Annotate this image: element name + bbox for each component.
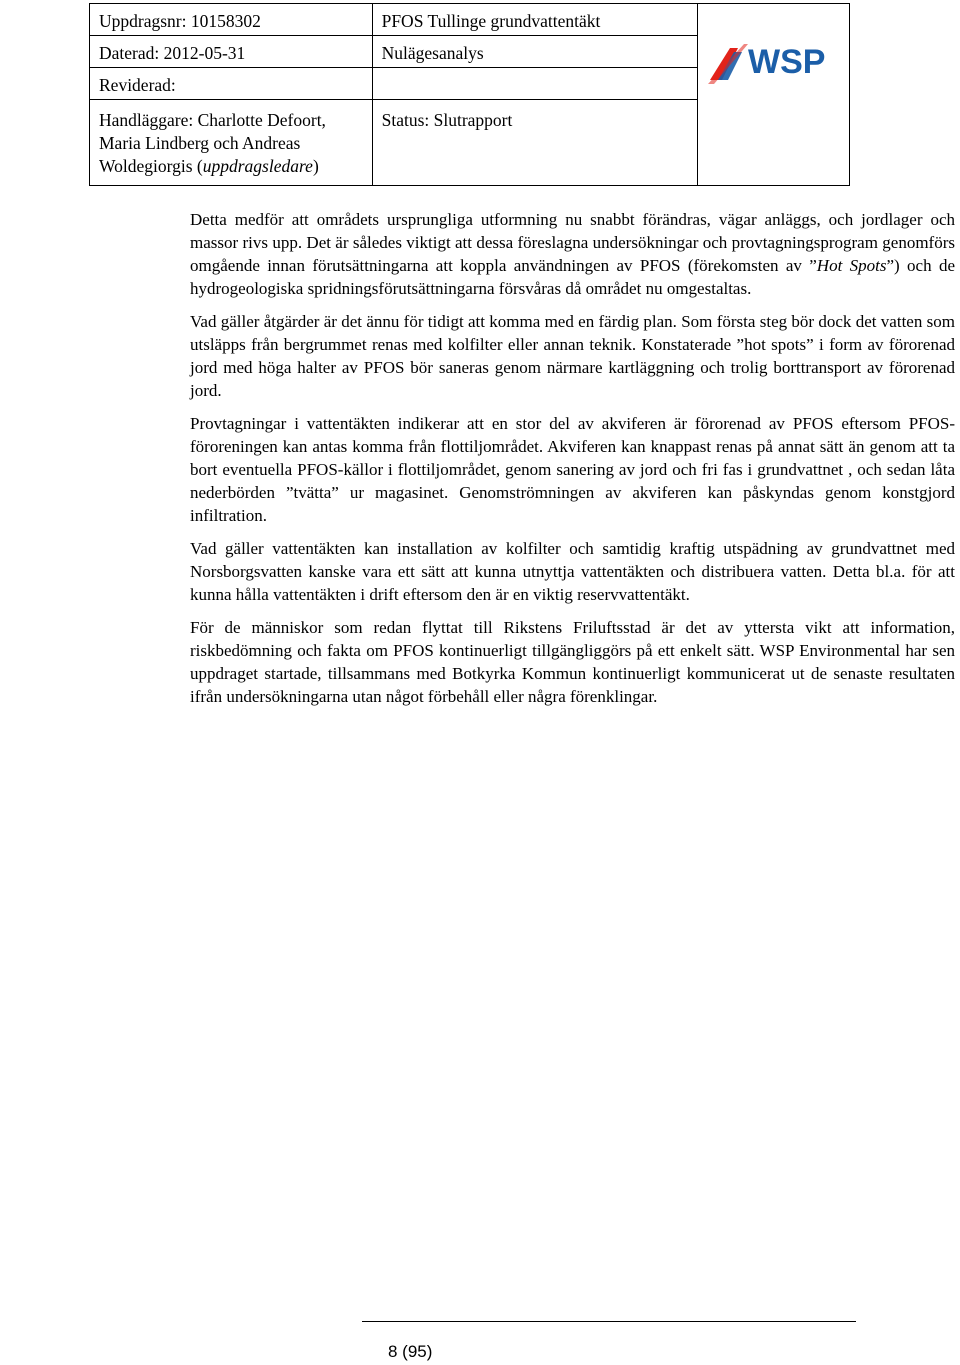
- paragraph: Vad gäller åtgärder är det ännu för tidigt att komma med en färdig plan. Som första steg bör dock det vatten som utsläpps från bergrummet renas med kolfilter eller annan teknik. Konstaterade ”hot spots” i form av förorenad jord med höga halter av PFOS bör saneras genom närmare kartläggning och trolig borttransport av förorenad jord.: [190, 312, 955, 400]
- paragraph-text: ”) och de hydrogeologiska spridningsförutsättningarna försvåras då området nu omgestaltas.: [190, 256, 955, 298]
- logo-cell: [697, 4, 849, 186]
- paragraph: [190, 208, 955, 300]
- page-number: 8 (95): [388, 1342, 433, 1361]
- handler-suffix: ): [312, 156, 319, 176]
- logo-text: WSP: [747, 43, 826, 81]
- footer-rule: [362, 1321, 856, 1322]
- document-header: [89, 3, 850, 186]
- emphasis-text: Hot Spots: [816, 256, 887, 275]
- project-title: PFOS Tullinge grundvattentäkt: [372, 4, 697, 36]
- paragraph: Provtagningar i vattentäkten indikerar att en stor del av akviferen är förorenad av PFOS eftersom PFOS-föroreningen kan antas komma från flottiljområdet. Akviferen kan knappast renas på annat sätt än genom att ta bort eventuella PFOS-källor i flottiljområdet, genom sanering av jord och fri fas i grundvattnet , och sedan låta nederbörden ”tvätta” ur magasinet. Genomströmningen av akviferen kan påskyndas genom konstgjord infiltration.: [190, 414, 955, 525]
- handler-names: Handläggare: Charlotte Defoort, Maria Lindberg och Andreas Woldegiorgis (: [99, 110, 326, 176]
- empty-cell: [372, 68, 697, 100]
- body-text: [190, 208, 955, 718]
- revised-field: Reviderad:: [90, 68, 373, 100]
- status-field: Status: Slutrapport: [372, 100, 697, 186]
- paragraph-text: Detta medför att områdets ursprungliga utformning nu snabbt förändras, vägar anläggs, och jordlager och massor rivs upp. Det är således viktigt att dessa föreslagna undersökningar och provtagningsprogram genomförs omgående innan förutsättningarna att koppla användningen av PFOS (förekomsten av ”: [190, 210, 955, 275]
- paragraph: För de människor som redan flyttat till Rikstens Friluftsstad är det av yttersta vikt att information, riskbedömning och fakta om PFOS kontinuerligt tillgängliggörs på ett enkelt sätt. WSP Environmental har sen uppdraget startade, tillsammans med Botkyrka Kommun kontinuerligt kommunicerat ut de senaste resultaten ifrån undersökningarna utan något förbehåll eller några förenklingar.: [190, 618, 955, 706]
- document-type: Nulägesanalys: [372, 36, 697, 68]
- handler-field: [90, 100, 373, 186]
- paragraph: Vad gäller vattentäkten kan installation av kolfilter och samtidig kraftig utspädning av grundvattnet med Norsborgsvatten kanske vara ett sätt att kunna utnyttja vattentäkten och distribuera vatten. Detta bl.a. för att kunna hålla vattentäkten i drift eftersom den är en viktig reservvattentäkt.: [190, 539, 955, 604]
- handler-role: uppdragsledare: [202, 156, 313, 176]
- wsp-logo: [708, 40, 834, 84]
- assignment-number: Uppdragsnr: 10158302: [90, 4, 373, 36]
- date-field: Daterad: 2012-05-31: [90, 36, 373, 68]
